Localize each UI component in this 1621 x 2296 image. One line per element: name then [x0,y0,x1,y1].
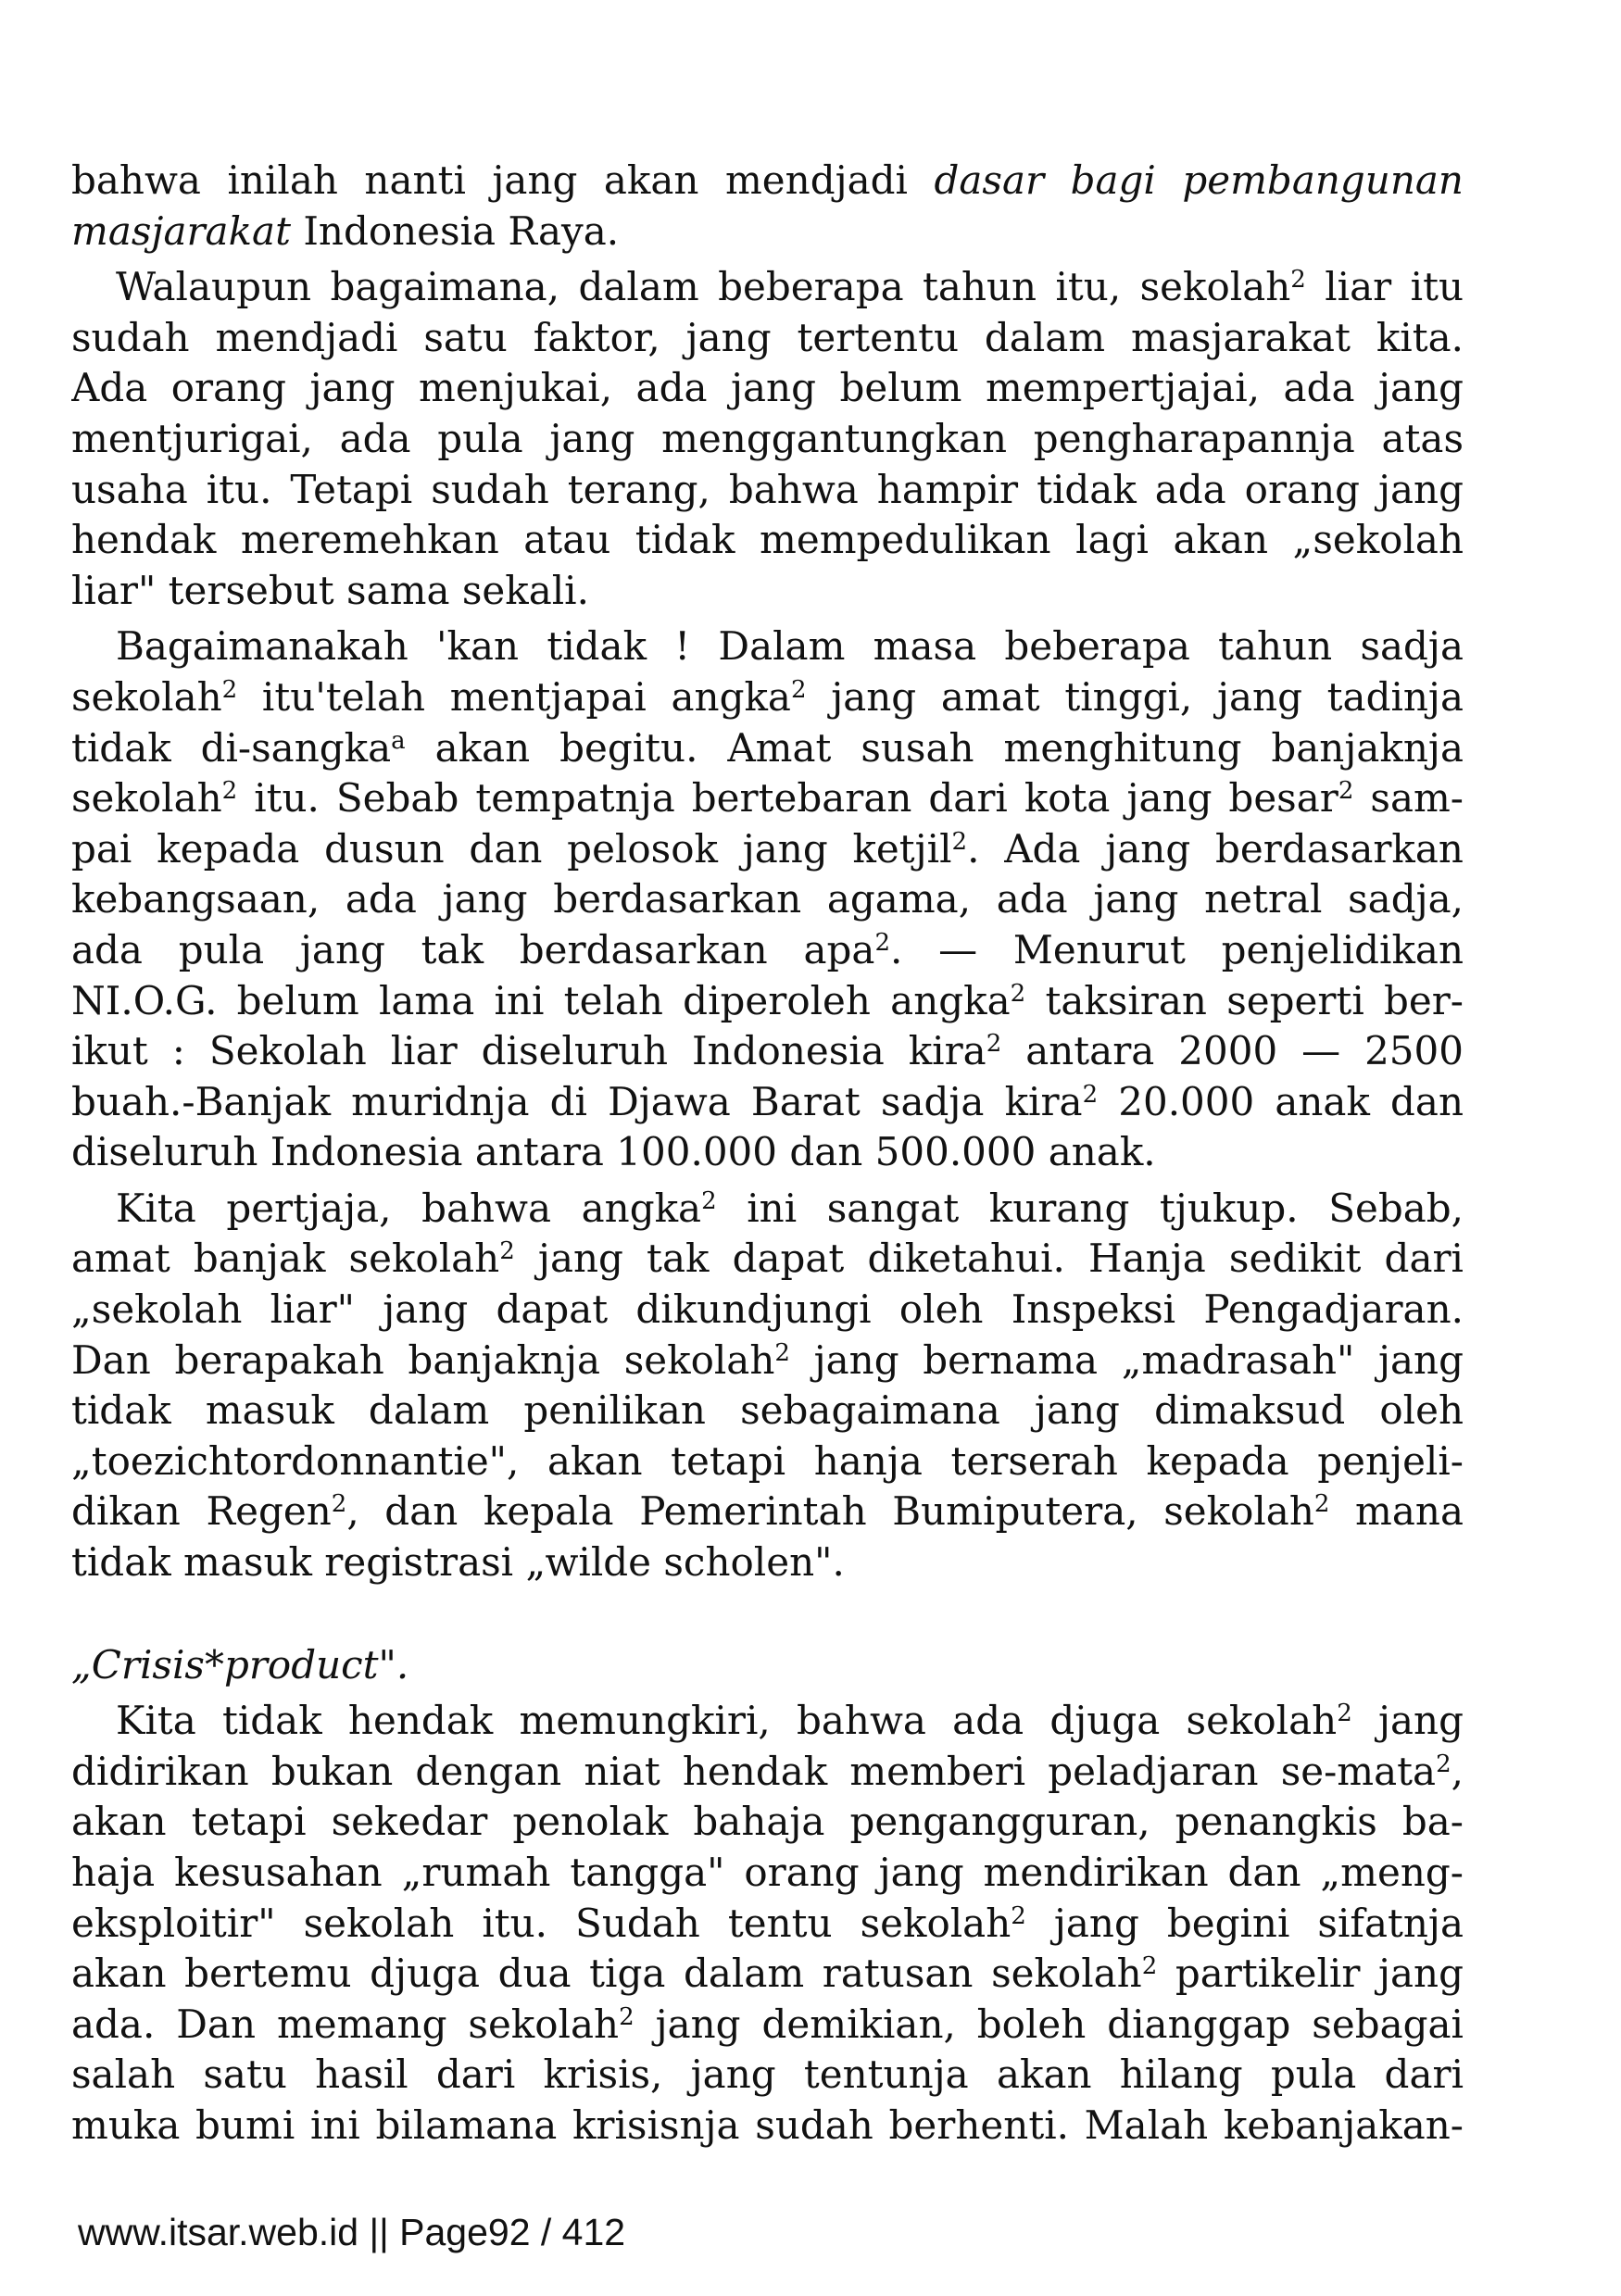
text-line: didirikan bukan dengan niat hendak memberi peladjaran se-mata$^2$, [71,1748,1464,1794]
text-line: ada. Dan memang sekolah$^2$ jang demikian, boleh dianggap sebagai [71,2001,1464,2047]
section-heading: „Crisis*product". [71,1641,409,1687]
page-footer: www.itsar.web.id || Page92 / 412 [78,2211,626,2253]
text-line: amat banjak sekolah$^2$ jang tak dapat diketahui. Hanja sedikit dari [71,1236,1464,1282]
text-line: „sekolah liar" jang dapat dikundjungi oleh Inspeksi Pengadjaran. [71,1286,1464,1333]
text-line: usaha itu. Tetapi sudah terang, bahwa hampir tidak ada orang jang [71,466,1464,512]
text-line: Kita tidak hendak memungkiri, bahwa ada djuga sekolah$^2$ jang [116,1698,1464,1744]
text-line: Dan berapakah banjaknja sekolah$^2$ jang bernama „madrasah" jang [71,1336,1464,1383]
text-line: pai kepada dusun dan pelosok jang ketjil$^2$. Ada jang berdasarkan [71,825,1464,872]
body-text [71,156,1464,2152]
text-line: tidak masuk dalam penilikan sebagaimana jang dimaksud oleh [71,1387,1464,1434]
paragraph [71,1184,1464,1588]
text-line: diseluruh Indonesia antara 100.000 dan 500.000 anak. [71,1129,1156,1175]
text-line: hendak meremehkan atau tidak mempedulikan lagi akan „sekolah [71,517,1464,563]
text-line: haja kesusahan „rumah tangga" orang jang mendirikan dan „meng- [71,1850,1464,1895]
text-line: sekolah$^2$ itu'telah mentjapai angka$^2$ jang amat tinggi, jang tadinja [71,673,1464,720]
text-line: dikan Regen$^2$, dan kepala Pemerintah Bumiputera, sekolah$^2$ mana [71,1488,1464,1535]
text-line: salah satu hasil dari krisis, jang tentunja akan hilang pula dari [71,2051,1464,2098]
text-line: sudah mendjadi satu faktor, jang tertentu dalam masjarakat kita. [71,314,1464,360]
text-line: liar" tersebut sama sekali. [71,567,589,613]
paragraph [71,621,1464,1178]
text-line: Bagaimanakah 'kan tidak ! Dalam masa beberapa tahun sadja [116,623,1464,670]
text-line: eksploitir" sekolah itu. Sudah tentu sekolah$^2$ jang begini sifatnja [71,1900,1464,1946]
text-line: NI.O.G. belum lama ini telah diperoleh angka$^2$ taksiran seperti ber- [71,977,1464,1023]
text-line: bahwa inilah nanti jang akan mendjadi dasar bagi pembangunan [71,157,1464,203]
text-line: mentjurigai, ada pula jang menggantungkan pengharapannja atas [71,415,1464,461]
text-line: ada pula jang tak berdasarkan apa$^2$. — Menurut penjelidikan [71,926,1464,972]
text-line: sekolah$^2$ itu. Sebab tempatnja bertebaran dari kota jang besar$^2$ sam- [71,775,1464,822]
text-line: muka bumi ini bilamana krisisnja sudah berhenti. Malah kebanjakan- [71,2102,1464,2148]
text-line: tidak masuk registrasi „wilde scholen". [71,1539,845,1586]
text-line: Walaupun bagaimana, dalam beberapa tahun itu, sekolah$^2$ liar itu [116,264,1464,310]
text-line: ikut : Sekolah liar diseluruh Indonesia kira$^2$ antara 2000 — 2500 [71,1028,1464,1074]
text-line: „toezichtordonnantie", akan tetapi hanja terserah kepada penjeli- [71,1437,1464,1484]
text-line: kebangsaan, ada jang berdasarkan agama, ada jang netral sadja, [71,876,1464,922]
text-line: Kita pertjaja, bahwa angka$^2$ ini sangat kurang tjukup. Sebab, [116,1185,1464,1231]
text-line: masjarakat Indonesia Raya. [71,207,620,254]
text-line: Ada orang jang menjukai, ada jang belum mempertjajai, ada jang [71,365,1464,411]
text-line: buah.-Banjak muridnja di Djawa Barat sadja kira$^2$ 20.000 anak dan [71,1078,1464,1124]
paragraph [71,262,1464,616]
text-line: akan bertemu djuga dua tiga dalam ratusan sekolah$^2$ partikelir jang [71,1951,1464,1997]
paragraph [71,1696,1464,2151]
text-line: akan tetapi sekedar penolak bahaja pengangguran, penangkis ba- [71,1799,1464,1845]
text-line: tidak di-sangka$^a$ akan begitu. Amat susah menghitung banjaknja [71,724,1464,771]
